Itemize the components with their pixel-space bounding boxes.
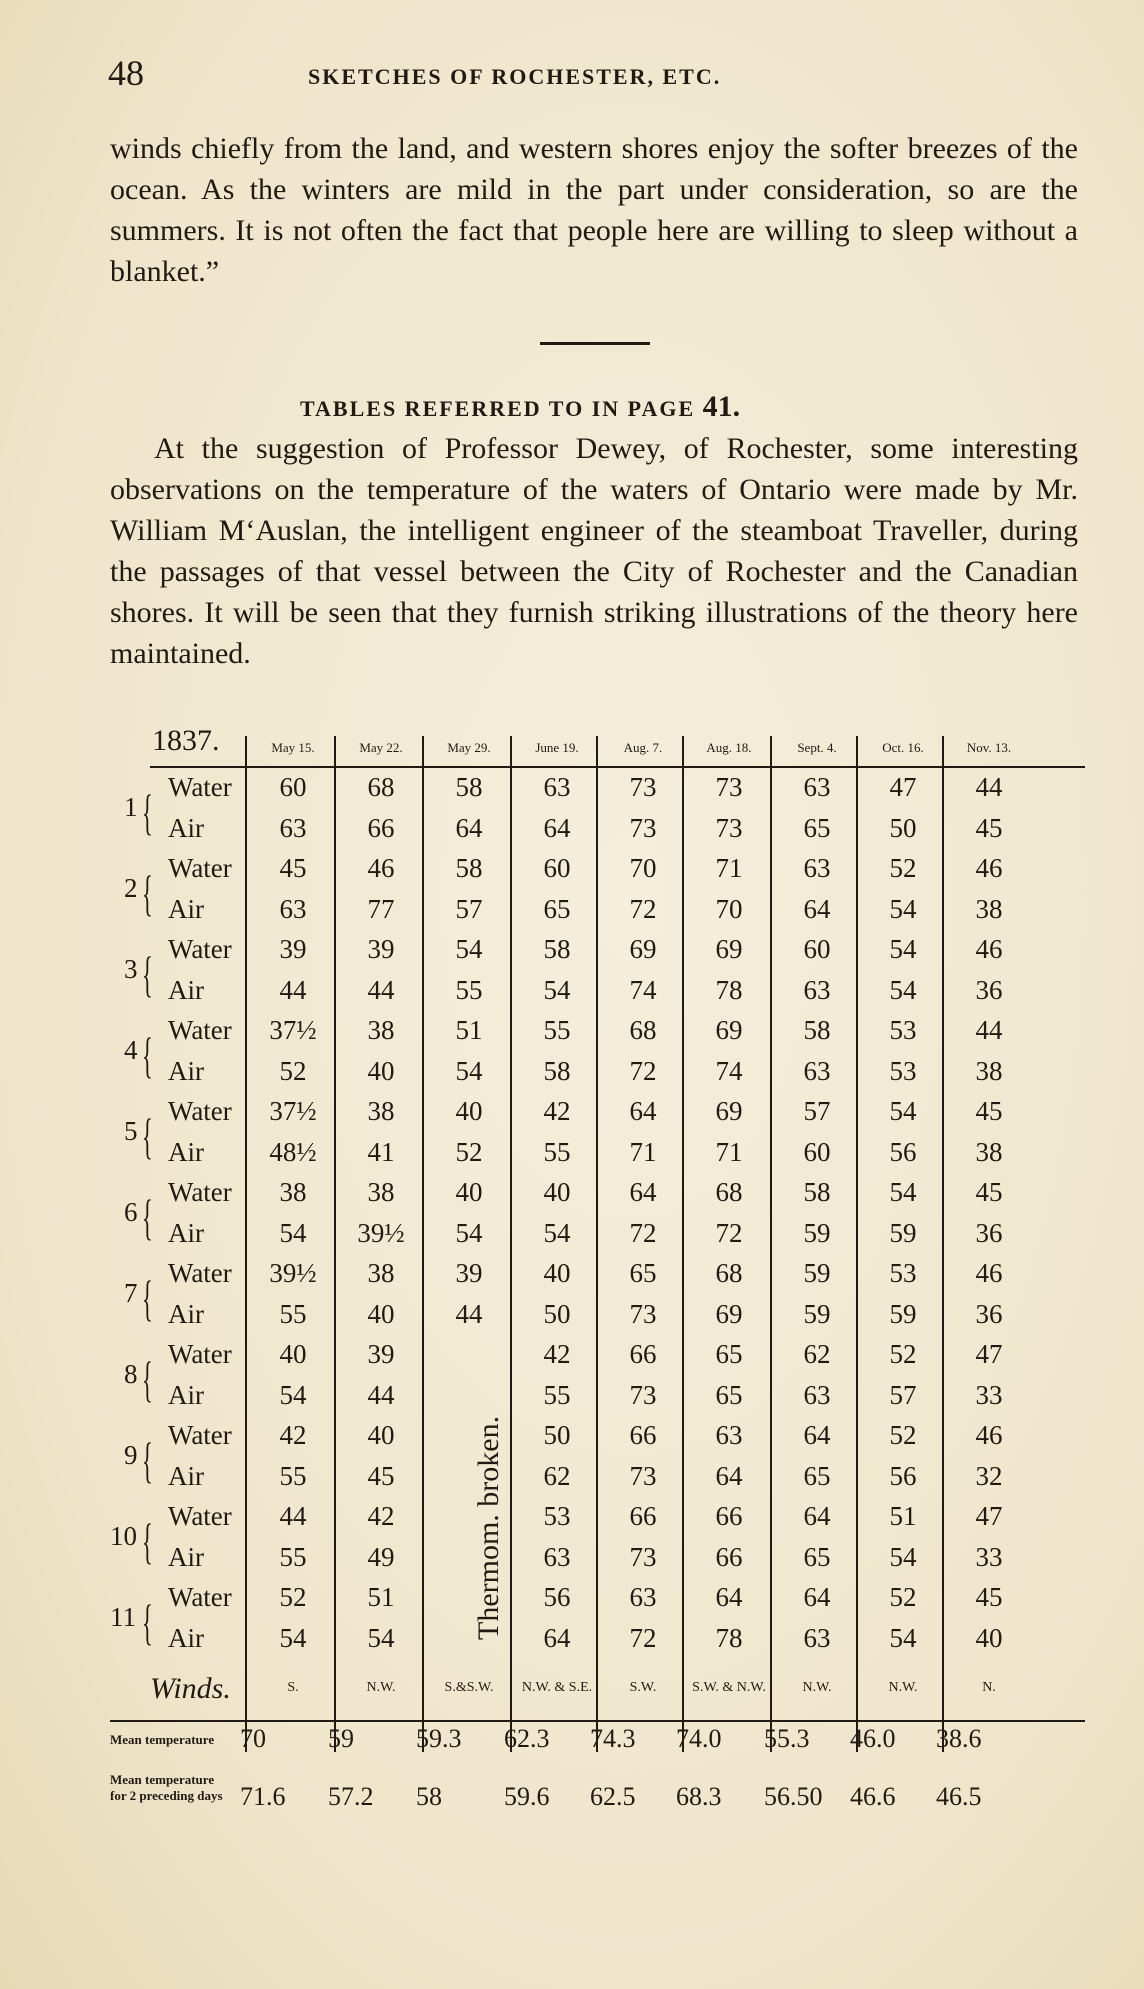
air-temp-cell: 54 xyxy=(279,1379,307,1410)
water-temp-cell: 52 xyxy=(279,1582,307,1612)
air-temp-cell: 72 xyxy=(629,1055,657,1086)
table-year: 1837. xyxy=(152,724,220,757)
air-temp-cell: 73 xyxy=(629,1379,657,1410)
air-label: Air xyxy=(168,1460,204,1491)
air-temp-cell: 65 xyxy=(715,1379,743,1410)
water-temp-cell: 51 xyxy=(889,1501,917,1531)
paragraph-winds: winds chiefly from the land, and western shores enjoy the softer breezes of the ocean. As the winters are mild in the part under consideration, so are the summers. It is not often the fact that people here are willing to sleep without a blanket.” xyxy=(110,132,1078,288)
air-temp-cell: 54 xyxy=(889,974,917,1005)
air-temp-cell: 78 xyxy=(715,1622,743,1653)
water-temp-cell: 58 xyxy=(455,772,483,802)
water-temp-cell: 52 xyxy=(889,1582,917,1612)
air-label: Air xyxy=(168,812,204,843)
column-header: June 19. xyxy=(535,740,579,755)
water-temp-cell: 42 xyxy=(543,1096,571,1126)
column-header: May 15. xyxy=(271,740,315,755)
row-brace: { xyxy=(142,946,153,1002)
water-temp-cell: 68 xyxy=(629,1015,657,1045)
tables-heading-page: 41. xyxy=(702,390,741,423)
header-rule xyxy=(150,766,1085,768)
air-temp-cell: 74 xyxy=(629,974,657,1005)
water-label: Water xyxy=(168,1501,232,1531)
air-temp-cell: 64 xyxy=(715,1460,743,1491)
water-temp-cell: 63 xyxy=(803,853,831,883)
row-number: 10 xyxy=(110,1521,137,1551)
mean-prev-value: 46.5 xyxy=(936,1782,982,1811)
mean-temperature-value: 70 xyxy=(240,1724,266,1753)
row-brace: { xyxy=(142,1108,153,1164)
air-temp-cell: 63 xyxy=(803,974,831,1005)
air-temp-cell: 62 xyxy=(543,1460,571,1491)
air-temp-cell: 73 xyxy=(715,812,743,843)
air-temp-cell: 55 xyxy=(279,1298,307,1329)
air-temp-cell: 44 xyxy=(279,974,307,1005)
mean-temperature-value: 46.0 xyxy=(850,1724,896,1753)
row-number: 2 xyxy=(124,873,138,903)
row-brace: { xyxy=(142,784,153,840)
air-temp-cell: 74 xyxy=(715,1055,743,1086)
air-temp-cell: 54 xyxy=(367,1622,395,1653)
water-temp-cell: 58 xyxy=(803,1177,831,1207)
temperature-table: 1837. Thermom. broken. Winds. May 15. May 22. May 29. June 19. Aug. 7. Aug. 18. Sept. 4. Oct. 16. Nov. 13. 1 { Water Air 60 68 58 63 73 73 63 47 44 63 66 64 64 73 73 65 50 45 2 { Water Air 45 46 58 60 70 71 63 52 46 63 77 57 65 72 70 64 54 38 3 { Water Air 39 39 54 58 69 69 60 54 46 44 44 55 54 74 78 63 54 36 4 { Water Air 37½ 38 51 55 68 69 58 53 44 52 40 54 58 72 74 63 53 38 5 { Water Air 37½ 38 40 42 64 69 57 54 45 48½ 41 52 55 71 71 60 56 38 6 { Water Air 38 38 40 40 64 68 58 54 45 54 39½ 54 54 72 72 59 59 36 7 { Water Air 39½ 38 39 40 65 68 59 53 46 55 40 44 50 73 69 59 59 36 8 { Water Air 40 39 42 66 65 62 52 47 54 44 55 73 65 63 57 33 9 { Water Air 42 40 50 66 63 64 52 46 55 45 62 73 64 65 56 32 10 { Water Air 44 42 53 66 66 64 51 47 55 49 63 73 66 65 54 33 11 { Water Air 52 51 56 63 64 64 52 45 54 54 64 72 78 63 54 40 S. N.W. S.&S.W. N.W. & S.E. S.W. S.W. & N.W. N.W. N.W. N. Mean temperature 70 59 59.3 62.3 74.3 74.0 55.3 46.0 38.6 Mean temperature for 2 preceding days 71.6 57.2 58 59.6 62.5 68.3 56.50 46.6 46.5 xyxy=(110,720,1085,1920)
air-temp-cell: 39½ xyxy=(357,1217,405,1248)
water-temp-cell: 68 xyxy=(715,1258,743,1288)
water-temp-cell: 66 xyxy=(715,1501,743,1531)
row-number: 11 xyxy=(110,1602,136,1632)
row-brace: { xyxy=(142,1270,153,1326)
wind-cell: S. xyxy=(287,1680,299,1695)
water-temp-cell: 46 xyxy=(975,1258,1003,1288)
air-temp-cell: 38 xyxy=(975,1055,1003,1086)
water-temp-cell: 63 xyxy=(543,772,571,802)
mean-prev-value: 46.6 xyxy=(850,1782,896,1811)
air-temp-cell: 63 xyxy=(803,1379,831,1410)
water-temp-cell: 40 xyxy=(455,1177,483,1207)
air-temp-cell: 59 xyxy=(889,1217,917,1248)
water-temp-cell: 53 xyxy=(889,1258,917,1288)
water-temp-cell: 40 xyxy=(279,1339,307,1369)
water-temp-cell: 55 xyxy=(543,1015,571,1045)
air-label: Air xyxy=(168,1217,204,1248)
water-temp-cell: 39½ xyxy=(269,1258,317,1288)
water-temp-cell: 64 xyxy=(629,1096,657,1126)
water-temp-cell: 52 xyxy=(889,1420,917,1450)
water-label: Water xyxy=(168,853,232,883)
air-temp-cell: 50 xyxy=(889,812,917,843)
air-temp-cell: 48½ xyxy=(269,1136,317,1167)
wind-cell: N.W. & S.E. xyxy=(521,1680,593,1695)
row-number: 5 xyxy=(124,1116,138,1146)
wind-cell: S.W. xyxy=(629,1680,657,1695)
air-temp-cell: 55 xyxy=(543,1136,571,1167)
air-temp-cell: 44 xyxy=(367,1379,395,1410)
water-temp-cell: 39 xyxy=(279,934,307,964)
water-temp-cell: 64 xyxy=(803,1420,831,1450)
water-temp-cell: 51 xyxy=(367,1582,395,1612)
water-temp-cell: 47 xyxy=(975,1501,1003,1531)
water-temp-cell: 69 xyxy=(715,934,743,964)
winds-label: Winds. xyxy=(150,1672,231,1705)
water-temp-cell: 54 xyxy=(889,934,917,964)
row-number: 8 xyxy=(124,1359,138,1389)
air-temp-cell: 57 xyxy=(455,893,483,924)
water-temp-cell: 44 xyxy=(279,1501,307,1531)
air-temp-cell: 78 xyxy=(715,974,743,1005)
column-header: Aug. 18. xyxy=(706,740,752,755)
air-temp-cell: 73 xyxy=(629,1460,657,1491)
mean-temperature-value: 59 xyxy=(328,1724,354,1753)
air-temp-cell: 64 xyxy=(543,812,571,843)
air-temp-cell: 56 xyxy=(889,1460,917,1491)
tables-heading xyxy=(300,390,740,424)
water-temp-cell: 68 xyxy=(367,772,395,802)
column-header: Sept. 4. xyxy=(797,740,837,755)
row-brace: { xyxy=(142,1351,153,1407)
water-temp-cell: 46 xyxy=(975,853,1003,883)
water-temp-cell: 46 xyxy=(975,1420,1003,1450)
water-label: Water xyxy=(168,1096,232,1126)
water-temp-cell: 73 xyxy=(629,772,657,802)
air-temp-cell: 52 xyxy=(455,1136,483,1167)
row-number: 4 xyxy=(124,1035,138,1065)
air-temp-cell: 72 xyxy=(629,1622,657,1653)
air-temp-cell: 73 xyxy=(629,1298,657,1329)
wind-cell: N.W. xyxy=(802,1680,832,1695)
air-label: Air xyxy=(168,893,204,924)
water-temp-cell: 64 xyxy=(803,1582,831,1612)
air-temp-cell: 59 xyxy=(803,1217,831,1248)
water-temp-cell: 63 xyxy=(715,1420,743,1450)
row-brace: { xyxy=(142,1189,153,1245)
water-temp-cell: 40 xyxy=(543,1177,571,1207)
air-temp-cell: 72 xyxy=(715,1217,743,1248)
air-temp-cell: 54 xyxy=(543,974,571,1005)
air-temp-cell: 69 xyxy=(715,1298,743,1329)
mean-prev-value: 56.50 xyxy=(764,1782,823,1811)
air-temp-cell: 52 xyxy=(279,1055,307,1086)
air-temp-cell: 70 xyxy=(715,893,743,924)
water-label: Water xyxy=(168,1582,232,1612)
air-temp-cell: 40 xyxy=(975,1622,1003,1653)
air-temp-cell: 33 xyxy=(975,1541,1003,1572)
wind-cell: S.&S.W. xyxy=(444,1680,494,1695)
wind-cell: N. xyxy=(982,1680,996,1695)
water-temp-cell: 46 xyxy=(975,934,1003,964)
water-temp-cell: 56 xyxy=(543,1582,571,1612)
wind-cell: N.W. xyxy=(366,1680,396,1695)
air-temp-cell: 54 xyxy=(543,1217,571,1248)
water-label: Water xyxy=(168,1339,232,1369)
column-header: Aug. 7. xyxy=(623,740,663,755)
air-temp-cell: 56 xyxy=(889,1136,917,1167)
air-temp-cell: 63 xyxy=(279,812,307,843)
air-temp-cell: 59 xyxy=(889,1298,917,1329)
air-temp-cell: 55 xyxy=(279,1460,307,1491)
row-number: 3 xyxy=(124,954,138,984)
air-temp-cell: 36 xyxy=(975,1298,1003,1329)
water-temp-cell: 45 xyxy=(975,1177,1003,1207)
mean-temperature-value: 59.3 xyxy=(416,1724,462,1753)
air-temp-cell: 63 xyxy=(803,1055,831,1086)
water-temp-cell: 57 xyxy=(803,1096,831,1126)
air-temp-cell: 54 xyxy=(889,1541,917,1572)
water-temp-cell: 40 xyxy=(543,1258,571,1288)
mean-prev-value: 68.3 xyxy=(676,1782,722,1811)
air-temp-cell: 72 xyxy=(629,893,657,924)
air-temp-cell: 55 xyxy=(455,974,483,1005)
water-temp-cell: 64 xyxy=(629,1177,657,1207)
water-temp-cell: 65 xyxy=(629,1258,657,1288)
air-temp-cell: 45 xyxy=(367,1460,395,1491)
column-header: Oct. 16. xyxy=(882,740,924,755)
air-temp-cell: 40 xyxy=(367,1298,395,1329)
water-temp-cell: 68 xyxy=(715,1177,743,1207)
water-temp-cell: 44 xyxy=(975,772,1003,802)
air-temp-cell: 54 xyxy=(279,1622,307,1653)
water-temp-cell: 47 xyxy=(889,772,917,802)
column-header: May 22. xyxy=(359,740,403,755)
air-temp-cell: 33 xyxy=(975,1379,1003,1410)
air-label: Air xyxy=(168,1379,204,1410)
water-temp-cell: 38 xyxy=(367,1015,395,1045)
row-brace: { xyxy=(142,1027,153,1083)
water-temp-cell: 66 xyxy=(629,1339,657,1369)
air-temp-cell: 73 xyxy=(629,812,657,843)
air-temp-cell: 54 xyxy=(889,893,917,924)
water-temp-cell: 54 xyxy=(455,934,483,964)
water-temp-cell: 58 xyxy=(803,1015,831,1045)
water-temp-cell: 39 xyxy=(367,934,395,964)
water-temp-cell: 54 xyxy=(889,1096,917,1126)
mean-temperature-value: 38.6 xyxy=(936,1724,982,1753)
air-temp-cell: 49 xyxy=(367,1541,395,1572)
row-brace: { xyxy=(142,865,153,921)
air-label: Air xyxy=(168,974,204,1005)
air-temp-cell: 60 xyxy=(803,1136,831,1167)
column-divider xyxy=(245,736,247,1752)
column-header: Nov. 13. xyxy=(966,740,1012,755)
water-temp-cell: 40 xyxy=(367,1420,395,1450)
water-label: Water xyxy=(168,1177,232,1207)
air-temp-cell: 41 xyxy=(367,1136,395,1167)
air-label: Air xyxy=(168,1055,204,1086)
air-temp-cell: 71 xyxy=(715,1136,743,1167)
water-temp-cell: 69 xyxy=(629,934,657,964)
water-temp-cell: 64 xyxy=(803,1501,831,1531)
water-temp-cell: 45 xyxy=(279,853,307,883)
water-temp-cell: 53 xyxy=(889,1015,917,1045)
water-temp-cell: 69 xyxy=(715,1096,743,1126)
mean-temperature-value: 74.0 xyxy=(676,1724,722,1753)
mean-temperature-value: 55.3 xyxy=(764,1724,810,1753)
water-temp-cell: 54 xyxy=(889,1177,917,1207)
air-temp-cell: 54 xyxy=(889,1622,917,1653)
water-temp-cell: 38 xyxy=(367,1177,395,1207)
page-header xyxy=(108,52,1088,102)
water-temp-cell: 69 xyxy=(715,1015,743,1045)
water-temp-cell: 58 xyxy=(543,934,571,964)
air-temp-cell: 66 xyxy=(367,812,395,843)
water-temp-cell: 37½ xyxy=(269,1015,317,1045)
water-label: Water xyxy=(168,1258,232,1288)
water-temp-cell: 45 xyxy=(975,1582,1003,1612)
air-temp-cell: 58 xyxy=(543,1055,571,1086)
water-label: Water xyxy=(168,1015,232,1045)
winds-rule xyxy=(110,1720,1085,1722)
air-temp-cell: 38 xyxy=(975,1136,1003,1167)
water-temp-cell: 64 xyxy=(715,1582,743,1612)
mean-temperature-value: 62.3 xyxy=(504,1724,550,1753)
tables-heading-text: TABLES REFERRED TO IN PAGE xyxy=(300,396,696,421)
wind-cell: S.W. & N.W. xyxy=(692,1680,766,1695)
water-temp-cell: 51 xyxy=(455,1015,483,1045)
air-temp-cell: 55 xyxy=(279,1541,307,1572)
air-temp-cell: 65 xyxy=(803,1541,831,1572)
air-label: Air xyxy=(168,1541,204,1572)
water-label: Water xyxy=(168,934,232,964)
air-temp-cell: 71 xyxy=(629,1136,657,1167)
water-temp-cell: 66 xyxy=(629,1420,657,1450)
air-temp-cell: 38 xyxy=(975,893,1003,924)
row-number: 7 xyxy=(124,1278,138,1308)
water-temp-cell: 59 xyxy=(803,1258,831,1288)
air-temp-cell: 59 xyxy=(803,1298,831,1329)
water-temp-cell: 53 xyxy=(543,1501,571,1531)
page-number: 48 xyxy=(108,53,144,93)
row-brace: { xyxy=(142,1513,153,1569)
air-temp-cell: 64 xyxy=(543,1622,571,1653)
water-temp-cell: 45 xyxy=(975,1096,1003,1126)
water-temp-cell: 38 xyxy=(367,1258,395,1288)
water-temp-cell: 60 xyxy=(803,934,831,964)
air-temp-cell: 44 xyxy=(367,974,395,1005)
air-temp-cell: 57 xyxy=(889,1379,917,1410)
air-temp-cell: 36 xyxy=(975,974,1003,1005)
air-temp-cell: 63 xyxy=(543,1541,571,1572)
air-temp-cell: 40 xyxy=(367,1055,395,1086)
air-temp-cell: 64 xyxy=(803,893,831,924)
air-temp-cell: 65 xyxy=(543,893,571,924)
water-temp-cell: 65 xyxy=(715,1339,743,1369)
water-temp-cell: 38 xyxy=(367,1096,395,1126)
water-temp-cell: 42 xyxy=(279,1420,307,1450)
air-temp-cell: 63 xyxy=(803,1622,831,1653)
air-temp-cell: 32 xyxy=(975,1460,1003,1491)
water-temp-cell: 52 xyxy=(889,853,917,883)
row-brace: { xyxy=(142,1432,153,1488)
air-temp-cell: 64 xyxy=(455,812,483,843)
row-number: 1 xyxy=(124,792,138,822)
water-temp-cell: 50 xyxy=(543,1420,571,1450)
water-temp-cell: 39 xyxy=(367,1339,395,1369)
mean-prev-value: 58 xyxy=(416,1782,442,1811)
water-temp-cell: 60 xyxy=(279,772,307,802)
water-temp-cell: 52 xyxy=(889,1339,917,1369)
air-label: Air xyxy=(168,1622,204,1653)
water-label: Water xyxy=(168,772,232,802)
water-temp-cell: 71 xyxy=(715,853,743,883)
air-temp-cell: 73 xyxy=(629,1541,657,1572)
water-temp-cell: 44 xyxy=(975,1015,1003,1045)
air-temp-cell: 54 xyxy=(455,1217,483,1248)
water-temp-cell: 60 xyxy=(543,853,571,883)
air-label: Air xyxy=(168,1136,204,1167)
air-temp-cell: 65 xyxy=(803,812,831,843)
air-temp-cell: 55 xyxy=(543,1379,571,1410)
mean-temperature-value: 74.3 xyxy=(590,1724,636,1753)
air-temp-cell: 44 xyxy=(455,1298,483,1329)
water-temp-cell: 42 xyxy=(367,1501,395,1531)
air-temp-cell: 45 xyxy=(975,812,1003,843)
water-temp-cell: 73 xyxy=(715,772,743,802)
air-label: Air xyxy=(168,1298,204,1329)
water-temp-cell: 70 xyxy=(629,853,657,883)
water-temp-cell: 38 xyxy=(279,1177,307,1207)
column-header: May 29. xyxy=(447,740,491,755)
air-temp-cell: 65 xyxy=(803,1460,831,1491)
mean-prev-value: 62.5 xyxy=(590,1782,636,1811)
water-temp-cell: 42 xyxy=(543,1339,571,1369)
water-temp-cell: 63 xyxy=(629,1582,657,1612)
air-temp-cell: 66 xyxy=(715,1541,743,1572)
mean-prev-label: Mean temperature for 2 preceding days xyxy=(110,1772,223,1803)
water-temp-cell: 37½ xyxy=(269,1096,317,1126)
air-temp-cell: 54 xyxy=(455,1055,483,1086)
wind-cell: N.W. xyxy=(888,1680,918,1695)
section-rule xyxy=(540,342,650,345)
water-temp-cell: 46 xyxy=(367,853,395,883)
paragraph-observations: At the suggestion of Professor Dewey, of Rochester, some interesting observations on the temperature of the waters of Ontario were made by Mr. William M‘Auslan, the intelligent engineer of the steamboat Traveller, during the passages of that vessel between the City of Rochester and the Canadian shores. It will be seen that they furnish striking illustrations of the theory here maintained. xyxy=(110,432,1078,670)
water-label: Water xyxy=(168,1420,232,1450)
air-temp-cell: 53 xyxy=(889,1055,917,1086)
air-temp-cell: 50 xyxy=(543,1298,571,1329)
water-temp-cell: 47 xyxy=(975,1339,1003,1369)
water-temp-cell: 40 xyxy=(455,1096,483,1126)
row-number: 6 xyxy=(124,1197,138,1227)
air-temp-cell: 36 xyxy=(975,1217,1003,1248)
water-temp-cell: 66 xyxy=(629,1501,657,1531)
water-temp-cell: 62 xyxy=(803,1339,831,1369)
mean-temperature-label: Mean temperature xyxy=(110,1732,215,1747)
air-temp-cell: 72 xyxy=(629,1217,657,1248)
water-temp-cell: 63 xyxy=(803,772,831,802)
row-brace: { xyxy=(142,1594,153,1650)
running-head: SKETCHES OF ROCHESTER, ETC. xyxy=(308,64,722,89)
air-temp-cell: 63 xyxy=(279,893,307,924)
water-temp-cell: 39 xyxy=(455,1258,483,1288)
mean-prev-value: 71.6 xyxy=(240,1782,286,1811)
mean-prev-value: 59.6 xyxy=(504,1782,550,1811)
mean-prev-value: 57.2 xyxy=(328,1782,374,1811)
water-temp-cell: 58 xyxy=(455,853,483,883)
air-temp-cell: 54 xyxy=(279,1217,307,1248)
row-number: 9 xyxy=(124,1440,138,1470)
air-temp-cell: 77 xyxy=(367,893,395,924)
